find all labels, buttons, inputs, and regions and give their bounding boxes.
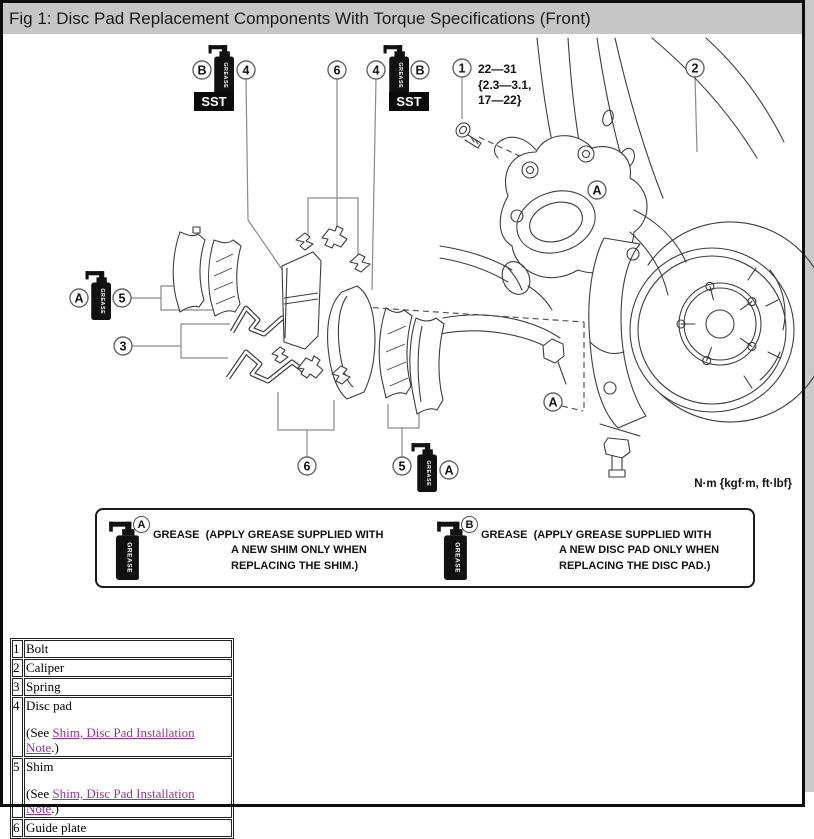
guide-plate xyxy=(272,347,288,363)
part-name: Bolt xyxy=(26,641,49,656)
svg-text:A: A xyxy=(548,395,558,410)
callout-5 xyxy=(113,289,131,307)
torque-spec xyxy=(478,62,531,107)
callout-b xyxy=(411,61,429,79)
shim-left-2 xyxy=(209,240,241,316)
part-name: Disc pad xyxy=(26,698,72,713)
caliper-bolt xyxy=(453,120,481,148)
legend-note: (APPLY GREASE SUPPLIED WITH xyxy=(205,529,384,541)
svg-text:22—31: 22—31 xyxy=(478,62,517,76)
units-note: N·m {kgf·m, ft·lbf} xyxy=(694,478,792,490)
part-number: 2 xyxy=(12,659,23,677)
grease-can-icon xyxy=(209,45,234,94)
svg-text:4: 4 xyxy=(242,63,250,78)
part-name-cell xyxy=(24,819,232,837)
legend-note: A NEW DISC PAD ONLY WHEN xyxy=(559,544,720,557)
sst-tool-tags xyxy=(194,92,429,111)
exploded-parts xyxy=(173,226,444,414)
disc-pad-outer xyxy=(328,286,375,399)
callout-b xyxy=(193,61,211,79)
legend-note: (APPLY GREASE SUPPLIED WITH xyxy=(533,529,712,541)
grease-can-icon xyxy=(86,271,111,320)
svg-text:1: 1 xyxy=(458,61,466,76)
figure-title-bar xyxy=(3,3,802,34)
table-row xyxy=(12,659,232,677)
svg-text:5: 5 xyxy=(398,459,406,474)
part-number: 4 xyxy=(12,697,23,757)
exploded-diagram xyxy=(0,36,814,506)
table-row xyxy=(12,819,232,837)
sst-label: SST xyxy=(201,94,227,109)
svg-text:A: A xyxy=(444,463,454,478)
callout-a xyxy=(70,289,88,307)
part-name: Spring xyxy=(26,679,61,694)
grease-can-icon xyxy=(412,443,437,492)
part-number: 3 xyxy=(12,678,23,696)
part-name-cell xyxy=(24,758,232,818)
svg-text:B: B xyxy=(197,63,207,78)
svg-text:5: 5 xyxy=(118,291,126,306)
see-note: (See Shim, Disc Pad Installation Note.) xyxy=(26,786,195,816)
callout-a xyxy=(544,393,562,411)
callout-6 xyxy=(328,61,346,79)
table-row xyxy=(12,758,232,818)
legend-note: REPLACING THE DISC PAD.) xyxy=(559,559,711,572)
legend-note: REPLACING THE SHIM.) xyxy=(231,559,359,572)
part-number: 1 xyxy=(12,640,23,658)
callout-5 xyxy=(393,457,411,475)
part-name-cell xyxy=(24,678,232,696)
svg-text:A: A xyxy=(74,291,84,306)
svg-text:17—22}: 17—22} xyxy=(478,93,522,107)
part-number: 6 xyxy=(12,819,23,837)
svg-text:A: A xyxy=(592,183,602,198)
legend-item-a xyxy=(109,518,419,580)
see-note: (See Shim, Disc Pad Installation Note.) xyxy=(26,725,195,755)
figure-title: Fig 1: Disc Pad Replacement Components With Torque Specifications (Front) xyxy=(9,9,591,28)
callout-a xyxy=(588,181,606,199)
part-name-cell xyxy=(24,697,232,757)
legend-label: GREASE xyxy=(481,529,528,541)
callout-a-badge: A xyxy=(133,516,150,533)
legend-note: A NEW SHIM ONLY WHEN xyxy=(231,544,367,557)
legend-label: GREASE xyxy=(153,529,200,541)
shim-disc-pad-installation-note-link[interactable]: Shim, Disc Pad Installation Note xyxy=(26,725,195,755)
spring-2 xyxy=(228,352,304,381)
svg-text:B: B xyxy=(415,63,425,78)
table-row xyxy=(12,678,232,696)
svg-text:6: 6 xyxy=(303,459,311,474)
callout-4 xyxy=(367,61,385,79)
part-number: 5 xyxy=(12,758,23,818)
legend-item-b xyxy=(437,518,747,580)
callout-3 xyxy=(114,337,132,355)
guide-plate xyxy=(350,254,370,272)
guide-plate xyxy=(322,226,347,248)
callout-2 xyxy=(686,59,704,77)
table-row xyxy=(12,640,232,658)
callout-b-badge: B xyxy=(461,516,478,533)
parts-table xyxy=(10,638,234,839)
callout-1 xyxy=(453,59,471,77)
svg-text:3: 3 xyxy=(119,339,127,354)
disc-pad-inner xyxy=(282,252,321,349)
callout-a xyxy=(440,461,458,479)
shim-right-1 xyxy=(379,308,412,398)
callout-6 xyxy=(298,457,316,475)
guide-plate xyxy=(298,356,323,378)
grease-can-icon xyxy=(384,45,409,94)
svg-text:6: 6 xyxy=(333,63,341,78)
table-row xyxy=(12,697,232,757)
part-name-cell xyxy=(24,659,232,677)
part-name: Caliper xyxy=(26,660,65,675)
shim-left-1 xyxy=(173,232,205,312)
svg-text:4: 4 xyxy=(372,63,380,78)
shim-disc-pad-installation-note-link[interactable]: Shim, Disc Pad Installation Note xyxy=(26,786,195,816)
sst-label: SST xyxy=(396,94,422,109)
shim-right-2 xyxy=(410,318,444,414)
part-name: Guide plate xyxy=(26,820,87,835)
guide-plate xyxy=(296,233,313,250)
svg-text:2: 2 xyxy=(691,61,699,76)
grease-legend xyxy=(95,508,755,588)
callout-4 xyxy=(237,61,255,79)
svg-text:{2.3—3.1,: {2.3—3.1, xyxy=(478,78,532,92)
part-name-cell xyxy=(24,640,232,658)
part-name: Shim xyxy=(26,759,54,774)
